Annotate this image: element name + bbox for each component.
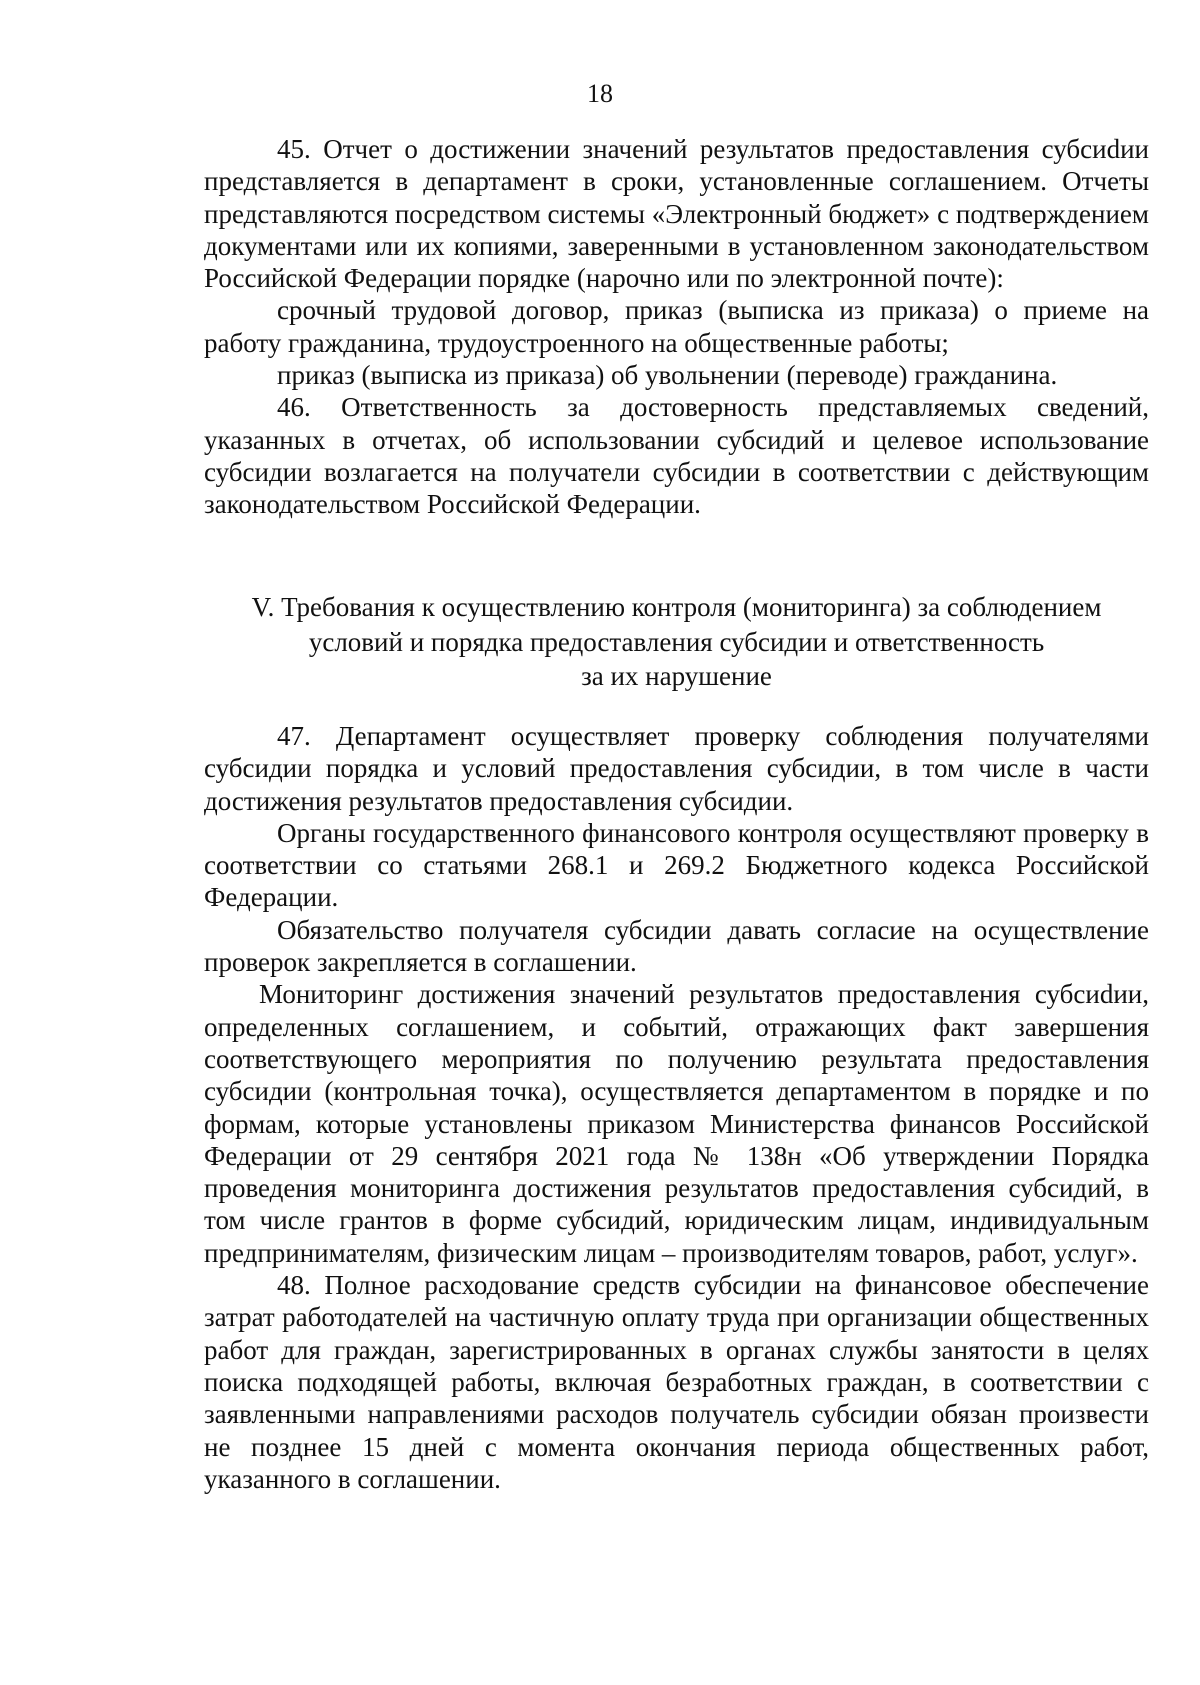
section-heading-line-3: за их нарушение bbox=[581, 661, 772, 691]
section-heading bbox=[204, 590, 1149, 694]
section-heading-line-2: условий и порядка предоставления субсидии и ответственность bbox=[308, 626, 1045, 657]
paragraph-47-financial-control: Органы государственного финансового контроля осуществляют проверку в соответствии со статьями 268.1 и 269.2 Бюджетного кодекса Российской Федерации. bbox=[204, 817, 1149, 913]
document-body-top bbox=[204, 133, 1149, 521]
paragraph-45-item-dismissal: приказ (выписка из приказа) об увольнении (переводе) гражданина. bbox=[277, 360, 1058, 391]
document-body-bottom bbox=[204, 720, 1149, 1495]
paragraph-45: 45. Отчет о достижении значений результатов предоставления субсиdии представляется в департамент в сроки, установленные соглашением. Отчеты представляются посредством системы «Электронный бюджет» с подтверждением документами или их копиями, заверенными в установленном законодательством Российской Федерации порядке (нарочно или по электронной почте): bbox=[204, 134, 1149, 294]
paragraph-47-consent: Обязательство получателя субсидии давать согласие на осуществление проверок закрепляется в соглашении. bbox=[204, 914, 1149, 978]
section-heading-line-1: V. Требования к осуществлению контроля (мониторинга) за соблюдением bbox=[251, 592, 1102, 622]
paragraph-47: 47. Департамент осуществляет проверку соблюдения получателями субсидии порядка и условий предоставления субсидии, в том числе в части достижения результатов предоставления субсидии. bbox=[204, 721, 1149, 816]
paragraph-48: 48. Полное расходование средств субсидии на финансовое обеспечение затрат работодателей на частичную оплату труда при организации общественных работ для граждан, зарегистрированных в органах службы занятости в целях поиска подходящей работы, включая безработных граждан, в соответствии с заявленными направлениями расходов получатель субсидии обязан произвести не позднее 15 дней с момента окончания периода общественных работ, указанного в соглашении. bbox=[204, 1270, 1149, 1494]
paragraph-47-monitoring: Мониторинг достижения значений результатов предоставления субсиdии, определенных соглашением, и событий, отражающих факт завершения соответствующего мероприятия по получению результата предоставления субсидии (контрольная точка), осуществляется департаментом в порядке и по формам, которые установлены приказом Министерства финансов Российской Федерации от 29 сентября 2021 года № 138н «Об утверждении Порядка проведения мониторинга достижения результатов предоставления субсидий, в том числе грантов в форме субсидий, юридическим лицам, индивидуальным предпринимателям, физическим лицам – производителям товаров, работ, услуг». bbox=[204, 979, 1149, 1268]
page-number: 18 bbox=[587, 79, 613, 108]
paragraph-45-item-contract: срочный трудовой договор, приказ (выписка из приказа) о приеме на работу гражданина, трудоустроенного на общественные работы; bbox=[204, 295, 1149, 358]
paragraph-46: 46. Ответственность за достоверность представляемых сведений, указанных в отчетах, об использовании субсидий и целевое использование субсидии возлагается на получатели субсидии в соответствии с действующим законодательством Российской Федерации. bbox=[204, 392, 1149, 520]
